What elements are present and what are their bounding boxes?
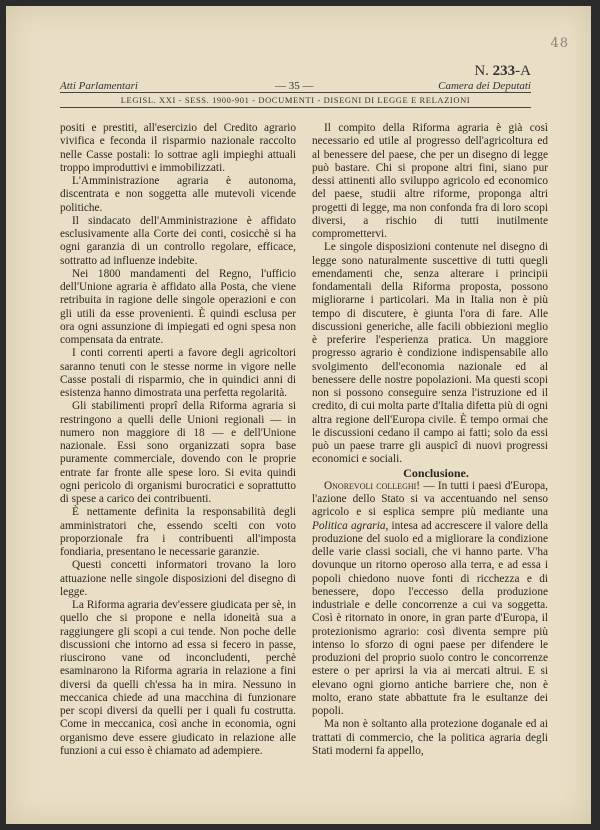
paragraph	[312, 480, 548, 719]
corner-page-number: 48	[550, 36, 569, 51]
paragraph: Le singole disposizioni contenute nel disegno di legge sono naturalmente suscettive di tutti quegli emendamenti che, senza alterare i principii fondamentali della Riforma proposta, possono migliorarne i particolari. Ma in Italia non è più tempo di discutere, è giunta l'ora di fare. Alle discussioni generiche, alle facili obbiezioni meglio è preferire l'esperienza pratica. Un maggiore progresso agrario è condizione indispensabile allo svolgimento dell'economia nazionale ed al benessere delle nostre popolazioni. Ma questi scopi non si possono conseguire senza l'istruzione ed il credito, di cui molta parte d'Italia difetta più di ogni altra regione dell'Europa civile. È tempo ormai che le discussioni cedano il campo ai fatti; solo da essi può un paese trarre gli auspicî di nuovi progressi economici e sociali.	[312, 241, 548, 466]
document-page	[6, 6, 591, 824]
paragraph: Ma non è soltanto alla protezione doganale ed ai trattati di commercio, che la politica agraria degli Stati moderni fa appello,	[312, 718, 548, 757]
italic-term: Politica agraria	[312, 519, 386, 532]
paragraph: Nei 1800 mandamenti del Regno, l'ufficio dell'Unione agraria è affidato alla Posta, che viene retribuita in ragione delle singole operazioni e con gli utili da esse provenienti. È quindi esclusa per ora ogni assunzione di impiegati ed ogni spesa non compensata da entrate.	[60, 267, 296, 346]
doc-suffix: -A	[515, 63, 531, 79]
paragraph: Il compito della Riforma agraria è già così necessario ed utile al progresso dell'agricoltura ed al benessere del paese, che per un disegno di legge può bastare. Chi si propone altri fini, siano pur dessi attinenti allo sviluppo agricolo ed economico del paese, studii altre riforme, proponga altri progetti di legge, ma non confonda fra di loro scopi diversi, a rischio di tutti inutilmente compromettervi.	[312, 122, 548, 240]
paragraph: L'Amministrazione agraria è autonoma, discentrata e non soggetta alle mutevoli vicende politiche.	[60, 175, 296, 214]
paragraph: Questi concetti informatori trovano la loro attuazione nelle singole disposizioni del disegno di legge.	[60, 559, 296, 598]
document-number	[474, 63, 531, 80]
header-subtitle: LEGISL. XXI - SESS. 1900-901 - DOCUMENTI - DISEGNI DI LEGGE E RELAZIONI	[120, 95, 471, 105]
paragraph: Gli stabilimenti proprî della Riforma agraria si restringono a quelli delle Unioni regionali — in numero non maggiore di 18 — e dell'Unione nazionale. Essi sono organizzati sopra base puramente commerciale, dovendo con le proprie entrate far fronte alle spese loro. Si evita quindi ogni pericolo di organismi burocratici e soprattutto di spese a carico dei contribuenti.	[60, 400, 296, 505]
page-header	[60, 63, 531, 92]
header-right: Camera dei Deputati	[438, 80, 531, 92]
header-page-number: — 35 —	[275, 80, 314, 92]
doc-prefix: N.	[474, 63, 489, 79]
text-run: — In tutti i paesi d'Europa, l'azione dello Stato si va accentuando nel senso agricolo e si esplica sempre più mediante una	[312, 479, 548, 519]
header-rule-bottom	[60, 107, 531, 108]
salutation: Onorevoli colleghi!	[324, 479, 421, 492]
header-rule-top	[60, 92, 531, 93]
paragraph: Il sindacato dell'Amministrazione è affidato esclusivamente alla Corte dei conti, cosicchè si ha ogni garanzia di un controllo regolare, efficace, sottratto ad influenze indebite.	[60, 214, 296, 267]
text-run: , intesa ad accrescere il valore della produzione del suolo ed a migliorare la condizione delle varie classi sociali, che vi hanno parte. V'ha dovunque un ritorno operoso alla terra, e ad essa i popoli chiedono nuove fonti di ricchezza e di benessere, dopo l'eccesso della produzione industriale e delle concorrenze a cui va soggetta. Così è ritornato in onore, in gran parte d'Europa, il protezionismo agrario: così diventa sempre più intenso lo sforzo di ogni paese per difendere le produzioni del proprio suolo contro le concorrenze estere o per aprirsi la via ai mercati altrui. E si elevano ogni giorno antiche barriere che, non è molto, erano state abbattute fra le esultanze dei popoli.	[312, 519, 548, 717]
doc-number: 233	[492, 63, 516, 79]
paragraph: I conti correnti aperti a favore degli agricoltori saranno tenuti con le stesse norme in vigore nelle Casse postali di risparmio, che in quindici anni di esistenza hanno dimostrata una perfetta regolarità.	[60, 347, 296, 399]
section-title: Conclusione.	[403, 465, 469, 480]
left-column	[60, 122, 296, 758]
paragraph: positi e prestiti, all'esercizio del Credito agrario vivifica e feconda il risparmio nazionale raccolto nelle Casse postali: lo sottrae agli impieghi attuali troppo improduttivi e immobilizzati.	[60, 122, 296, 174]
right-column	[312, 122, 548, 758]
header-left: Atti Parlamentari	[60, 80, 138, 92]
paragraph: La Riforma agraria dev'essere giudicata per sè, in quello che si propone e nella idoneità sua a raggiungere gli scopi a cui tende. Non poche delle discussioni che intorno ad essa si fecero in passe, riuscirono vane od inconcludenti, perchè esaminarono la Riforma agraria in relazione a fini diversi da quelli ch'essa ha in mira. Nessuno in meccanica chiede ad una macchina di funzionare per scopi diversi da quelli per i quali fu costrutta. Come in meccanica, così anche in economia, ogni organismo deve essere giudicato in relazione alle funzioni a cui esso è chiamato ad adempiere.	[60, 599, 296, 757]
paragraph: È nettamente definita la responsabilità degli amministratori che, essendo scelti con voto proporzionale fra i contribuenti all'imposta fondiaria, presentano le necessarie garanzie.	[60, 506, 296, 558]
